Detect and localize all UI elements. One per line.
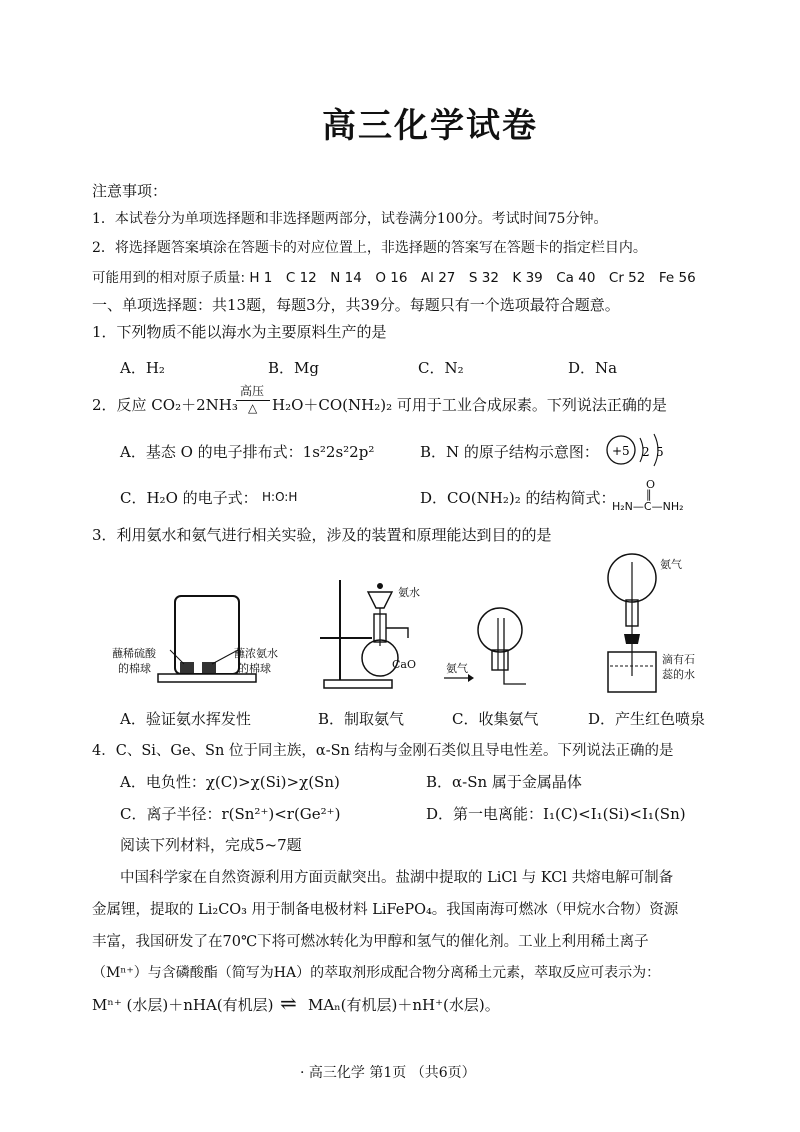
question-1-option-d: D．Na bbox=[568, 359, 618, 377]
label-dilute-acid-1: 蘸稀硫酸 bbox=[112, 647, 156, 660]
gas-flow-arrowhead bbox=[468, 674, 474, 682]
label-fountain-ammonia: 氨气 bbox=[660, 558, 682, 571]
question-2-stem-post: H₂O＋CO(NH₂)₂ 可用于工业合成尿素。下列说法正确的是 bbox=[272, 396, 667, 414]
cotton-ball-left bbox=[180, 662, 194, 673]
question-4-option-a: A．电负性：χ(C)>χ(Si)>χ(Sn) bbox=[120, 773, 340, 791]
extraction-equation-left: Mⁿ⁺ (水层)＋nHA(有机层) bbox=[92, 996, 274, 1014]
notice-item-2: 2．将选择题答案填涂在答题卡的对应位置上，非选择题的答案写在答题卡的指定栏目内。 bbox=[92, 240, 647, 256]
label-ammonia-gas: 氨气 bbox=[446, 662, 468, 675]
atom-structure-diagram bbox=[604, 430, 674, 470]
reading-line-1: 中国科学家在自然资源利用方面贡献突出。盐湖中提取的 LiCl 与 KCl 共熔电解可制备 bbox=[120, 870, 674, 886]
question-4-option-d: D．第一电离能：I₁(C)<I₁(Si)<I₁(Sn) bbox=[426, 805, 686, 823]
label-conc-ammonia-1: 蘸浓氨水 bbox=[234, 647, 278, 660]
nucleus-charge: +5 bbox=[612, 444, 630, 458]
shell-1-electrons: 2 bbox=[642, 445, 650, 459]
stand-base bbox=[324, 680, 392, 688]
shell-2-electrons: 5 bbox=[656, 445, 664, 459]
reading-line-3: 丰富，我国研发了在70℃下将可燃冰转化为甲醇和氢气的催化剂。工业上利用稀土离子 bbox=[92, 934, 649, 950]
tube-clamp bbox=[624, 634, 640, 644]
urea-carbonyl-oxygen: O bbox=[646, 478, 656, 491]
collection-flask bbox=[478, 608, 522, 652]
page-footer: · 高三化学 第1页 （共6页） bbox=[300, 1065, 476, 1081]
label-ammonia-water: 氨水 bbox=[398, 586, 420, 599]
label-dilute-acid-2: 的棉球 bbox=[118, 662, 151, 675]
water-electron-formula: H:O:H bbox=[262, 490, 298, 504]
reaction-condition-top: 高压 bbox=[240, 384, 265, 398]
extraction-equation-right: MAₙ(有机层)＋nH⁺(水层)。 bbox=[308, 996, 500, 1014]
question-1-option-c: C．N₂ bbox=[418, 359, 464, 377]
question-3-option-c: C．收集氨气 bbox=[452, 710, 539, 728]
reading-line-2: 金属锂，提取的 Li₂CO₃ 用于制备电极材料 LiFePO₄。我国南海可燃冰（甲烷水合物）资源 bbox=[92, 902, 679, 918]
funnel-stopper bbox=[377, 583, 383, 589]
question-1-stem: 1．下列物质不能以海水为主要原料生产的是 bbox=[92, 323, 387, 341]
reading-line-4: （Mⁿ⁺）与含磷酸酯（简写为HA）的萃取剂形成配合物分离稀土元素，萃取反应可表示为： bbox=[92, 965, 661, 981]
question-3-option-d: D．产生红色喷泉 bbox=[588, 710, 706, 728]
cotton-ball-right bbox=[202, 662, 216, 673]
question-4-stem: 4．C、Si、Ge、Sn 位于同主族，α-Sn 结构与金刚石类似且导电性差。下列说法正确的是 bbox=[92, 743, 674, 759]
collection-neck bbox=[492, 650, 508, 670]
question-2-option-d: D．CO(NH₂)₂ 的结构简式： bbox=[420, 489, 616, 507]
pointer-left bbox=[170, 650, 184, 664]
question-1-option-a: A．H₂ bbox=[120, 359, 165, 377]
question-4-option-b: B．α-Sn 属于金属晶体 bbox=[426, 773, 582, 791]
question-2-option-b: B．N 的原子结构示意图： bbox=[420, 443, 599, 461]
question-4-option-c: C．离子半径：r(Sn²⁺)<r(Ge²⁺) bbox=[120, 805, 341, 823]
label-cao: CaO bbox=[392, 658, 416, 671]
question-3-option-b: B．制取氨气 bbox=[318, 710, 405, 728]
question-3-option-a: A．验证氨水挥发性 bbox=[120, 710, 251, 728]
label-litmus-1: 滴有石 bbox=[662, 653, 695, 666]
label-conc-ammonia-2: 的棉球 bbox=[238, 662, 271, 675]
notice-item-1: 1．本试卷分为单项选择题和非选择题两部分，试卷满分100分。考试时间75分钟。 bbox=[92, 211, 608, 227]
question-2-stem-pre: 2．反应 CO₂＋2NH₃ bbox=[92, 396, 238, 414]
label-litmus-2: 蕊的水 bbox=[662, 668, 695, 681]
notice-heading: 注意事项： bbox=[92, 182, 168, 200]
question-2-option-c: C．H₂O 的电子式： bbox=[120, 489, 258, 507]
urea-double-bond: ‖ bbox=[646, 488, 652, 501]
equilibrium-arrow: ⇌ bbox=[280, 991, 297, 1015]
section-heading: 一、单项选择题：共13题，每题3分，共39分。每题只有一个选项最符合题意。 bbox=[92, 296, 620, 314]
atomic-masses: 可能用到的相对原子质量: H 1 C 12 N 14 O 16 Al 27 S 32 K 39 Ca 40 Cr 52 Fe 56 bbox=[92, 270, 696, 286]
urea-formula: H₂N—C—NH₂ bbox=[612, 500, 684, 513]
question-3-stem: 3．利用氨水和氨气进行相关实验，涉及的装置和原理能达到目的的是 bbox=[92, 526, 552, 544]
reaction-condition-bottom: △ bbox=[248, 401, 258, 415]
dropping-funnel bbox=[368, 592, 392, 608]
question-2-option-a: A．基态 O 的电子排布式：1s²2s²2p² bbox=[120, 443, 375, 461]
figure-c-gas-collection bbox=[440, 604, 540, 690]
page-title: 高三化学试卷 bbox=[322, 106, 538, 146]
delivery-tube bbox=[386, 628, 408, 638]
question-1-option-b: B．Mg bbox=[268, 359, 319, 377]
reading-intro: 阅读下列材料，完成5~7题 bbox=[120, 836, 302, 854]
